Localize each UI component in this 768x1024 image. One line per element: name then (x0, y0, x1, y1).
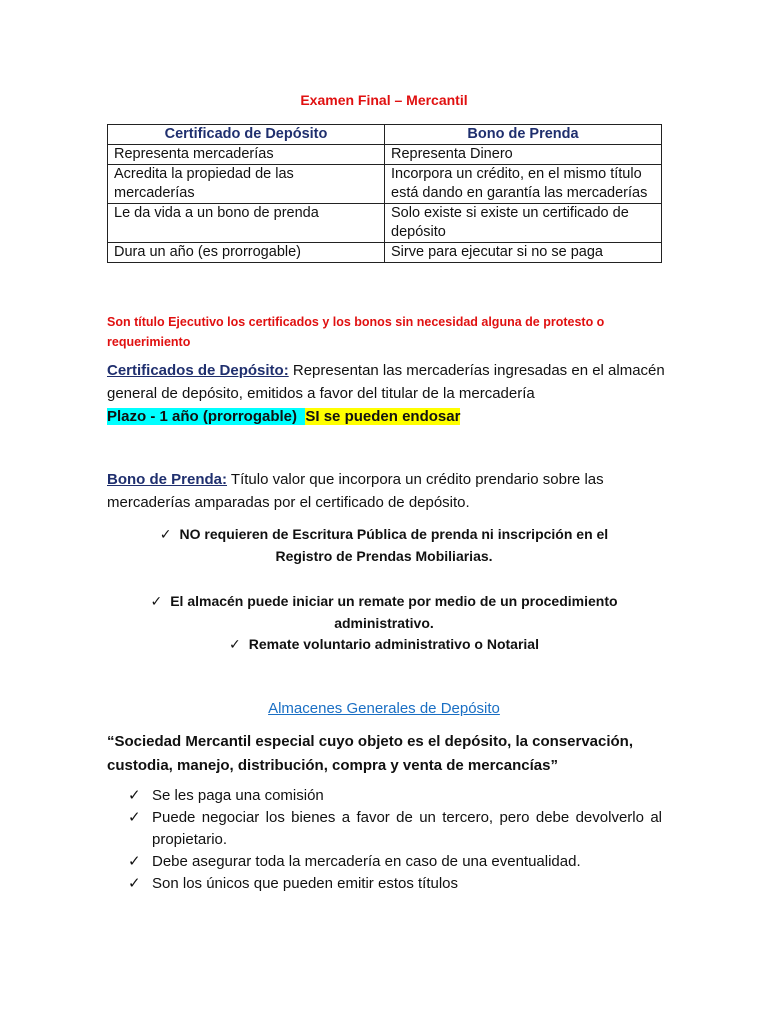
check-icon: ✓ (159, 526, 172, 542)
check-icon: ✓ (128, 875, 141, 892)
check-item-text: El almacén puede iniciar un remate por medio de un procedimiento administrativo. (170, 593, 618, 631)
check-item-text: NO requieren de Escritura Pública de prenda ni inscripción en el Registro de Prendas Mobiliarias. (179, 526, 609, 564)
table-cell: Le da vida a un bono de prenda (108, 204, 385, 243)
list-item: ✓ Debe asegurar toda la mercadería en caso de una eventualidad. (128, 851, 662, 873)
table-row (108, 165, 662, 204)
check-icon: ✓ (150, 593, 163, 609)
table-cell: Dura un año (es prorrogable) (108, 243, 385, 263)
table-cell: Incorpora un crédito, en el mismo título está dando en garantía las mercaderías (385, 165, 662, 204)
check-icon: ✓ (229, 636, 241, 652)
list-item: ✓ Son los únicos que pueden emitir estos títulos (128, 873, 662, 895)
certificados-paragraph (107, 359, 667, 428)
bono-text: Título valor que incorpora un crédito prendario sobre las mercaderías amparadas por el certificado de depósito. (107, 471, 604, 511)
certificados-lead: Certificados de Depósito: (107, 362, 289, 379)
table-cell: Representa Dinero (385, 145, 662, 165)
table-row (108, 145, 662, 165)
bono-lead: Bono de Prenda: (107, 471, 228, 488)
table-row (108, 204, 662, 243)
table-row (108, 243, 662, 263)
table-header-certificado: Certificado de Depósito (108, 125, 385, 145)
list-item: ✓ Se les paga una comisión (128, 785, 662, 807)
check-item-text: Remate voluntario administrativo o Notarial (248, 636, 539, 652)
check-item (0, 633, 768, 655)
table-cell: Acredita la propiedad de las mercaderías (108, 165, 385, 204)
table-cell: Representa mercaderías (108, 145, 385, 165)
table-header-bono: Bono de Prenda (385, 125, 662, 145)
almacenes-definition: “Sociedad Mercantil especial cuyo objeto es el depósito, la conservación, custodia, manejo, distribución, compra y venta de mercancías” (107, 733, 634, 774)
almacenes-bullet-list (128, 785, 662, 895)
check-item (0, 523, 768, 567)
table-header-row (108, 125, 662, 145)
almacenes-section-title: Almacenes Generales de Depósito (268, 700, 500, 717)
check-icon: ✓ (128, 809, 141, 826)
certificados-text: Representan las mercaderías ingresadas en el almacén general de depósito, emitidos a favor del titular de la mercadería (107, 362, 665, 402)
comparison-table (107, 124, 662, 263)
check-item (0, 590, 768, 634)
plazo-highlight: Plazo - 1 año (prorrogable) (107, 408, 298, 425)
table-cell: Solo existe si existe un certificado de depósito (385, 204, 662, 243)
document-title: Examen Final – Mercantil (300, 92, 468, 108)
check-icon: ✓ (128, 787, 141, 804)
endosar-highlight: SI se pueden endosar (305, 408, 461, 425)
ejecutivo-note: Son título Ejecutivo los certificados y los bonos sin necesidad alguna de protesto o requerimiento (107, 315, 605, 349)
list-item: ✓ Puede negociar los bienes a favor de un tercero, pero debe devolverlo al propietario. (128, 809, 662, 848)
bono-paragraph (107, 468, 667, 514)
table-cell: Sirve para ejecutar si no se paga (385, 243, 662, 263)
check-icon: ✓ (128, 853, 141, 870)
